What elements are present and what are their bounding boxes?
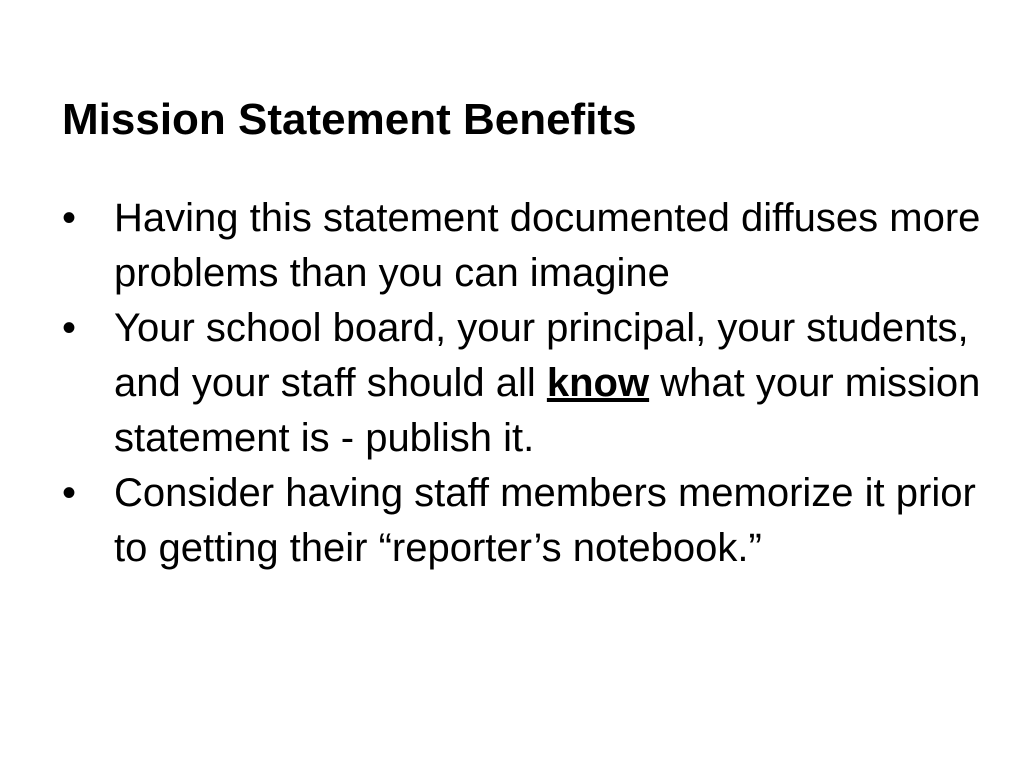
bullet-icon: • [62, 306, 77, 350]
bullet-text: Consider having staff members memorize it prior to getting their “reporter’s notebook.” [114, 471, 976, 570]
bullet-text-before: Your school board, your principal, your students, and your staff should all [114, 306, 969, 405]
bullet-icon: • [62, 196, 77, 240]
bullet-list [62, 191, 982, 576]
bullet-item-documented [62, 191, 982, 301]
bullet-text-after: what your mission statement is - publish it. [114, 361, 981, 460]
bullet-icon: • [62, 471, 77, 515]
slide-title: Mission Statement Benefits [62, 95, 637, 144]
emphasis-know: know [546, 361, 650, 405]
bullet-item-know [62, 301, 982, 466]
bullet-text: Having this statement documented diffuses more problems than you can imagine [114, 196, 981, 295]
bullet-item-memorize [62, 466, 982, 576]
